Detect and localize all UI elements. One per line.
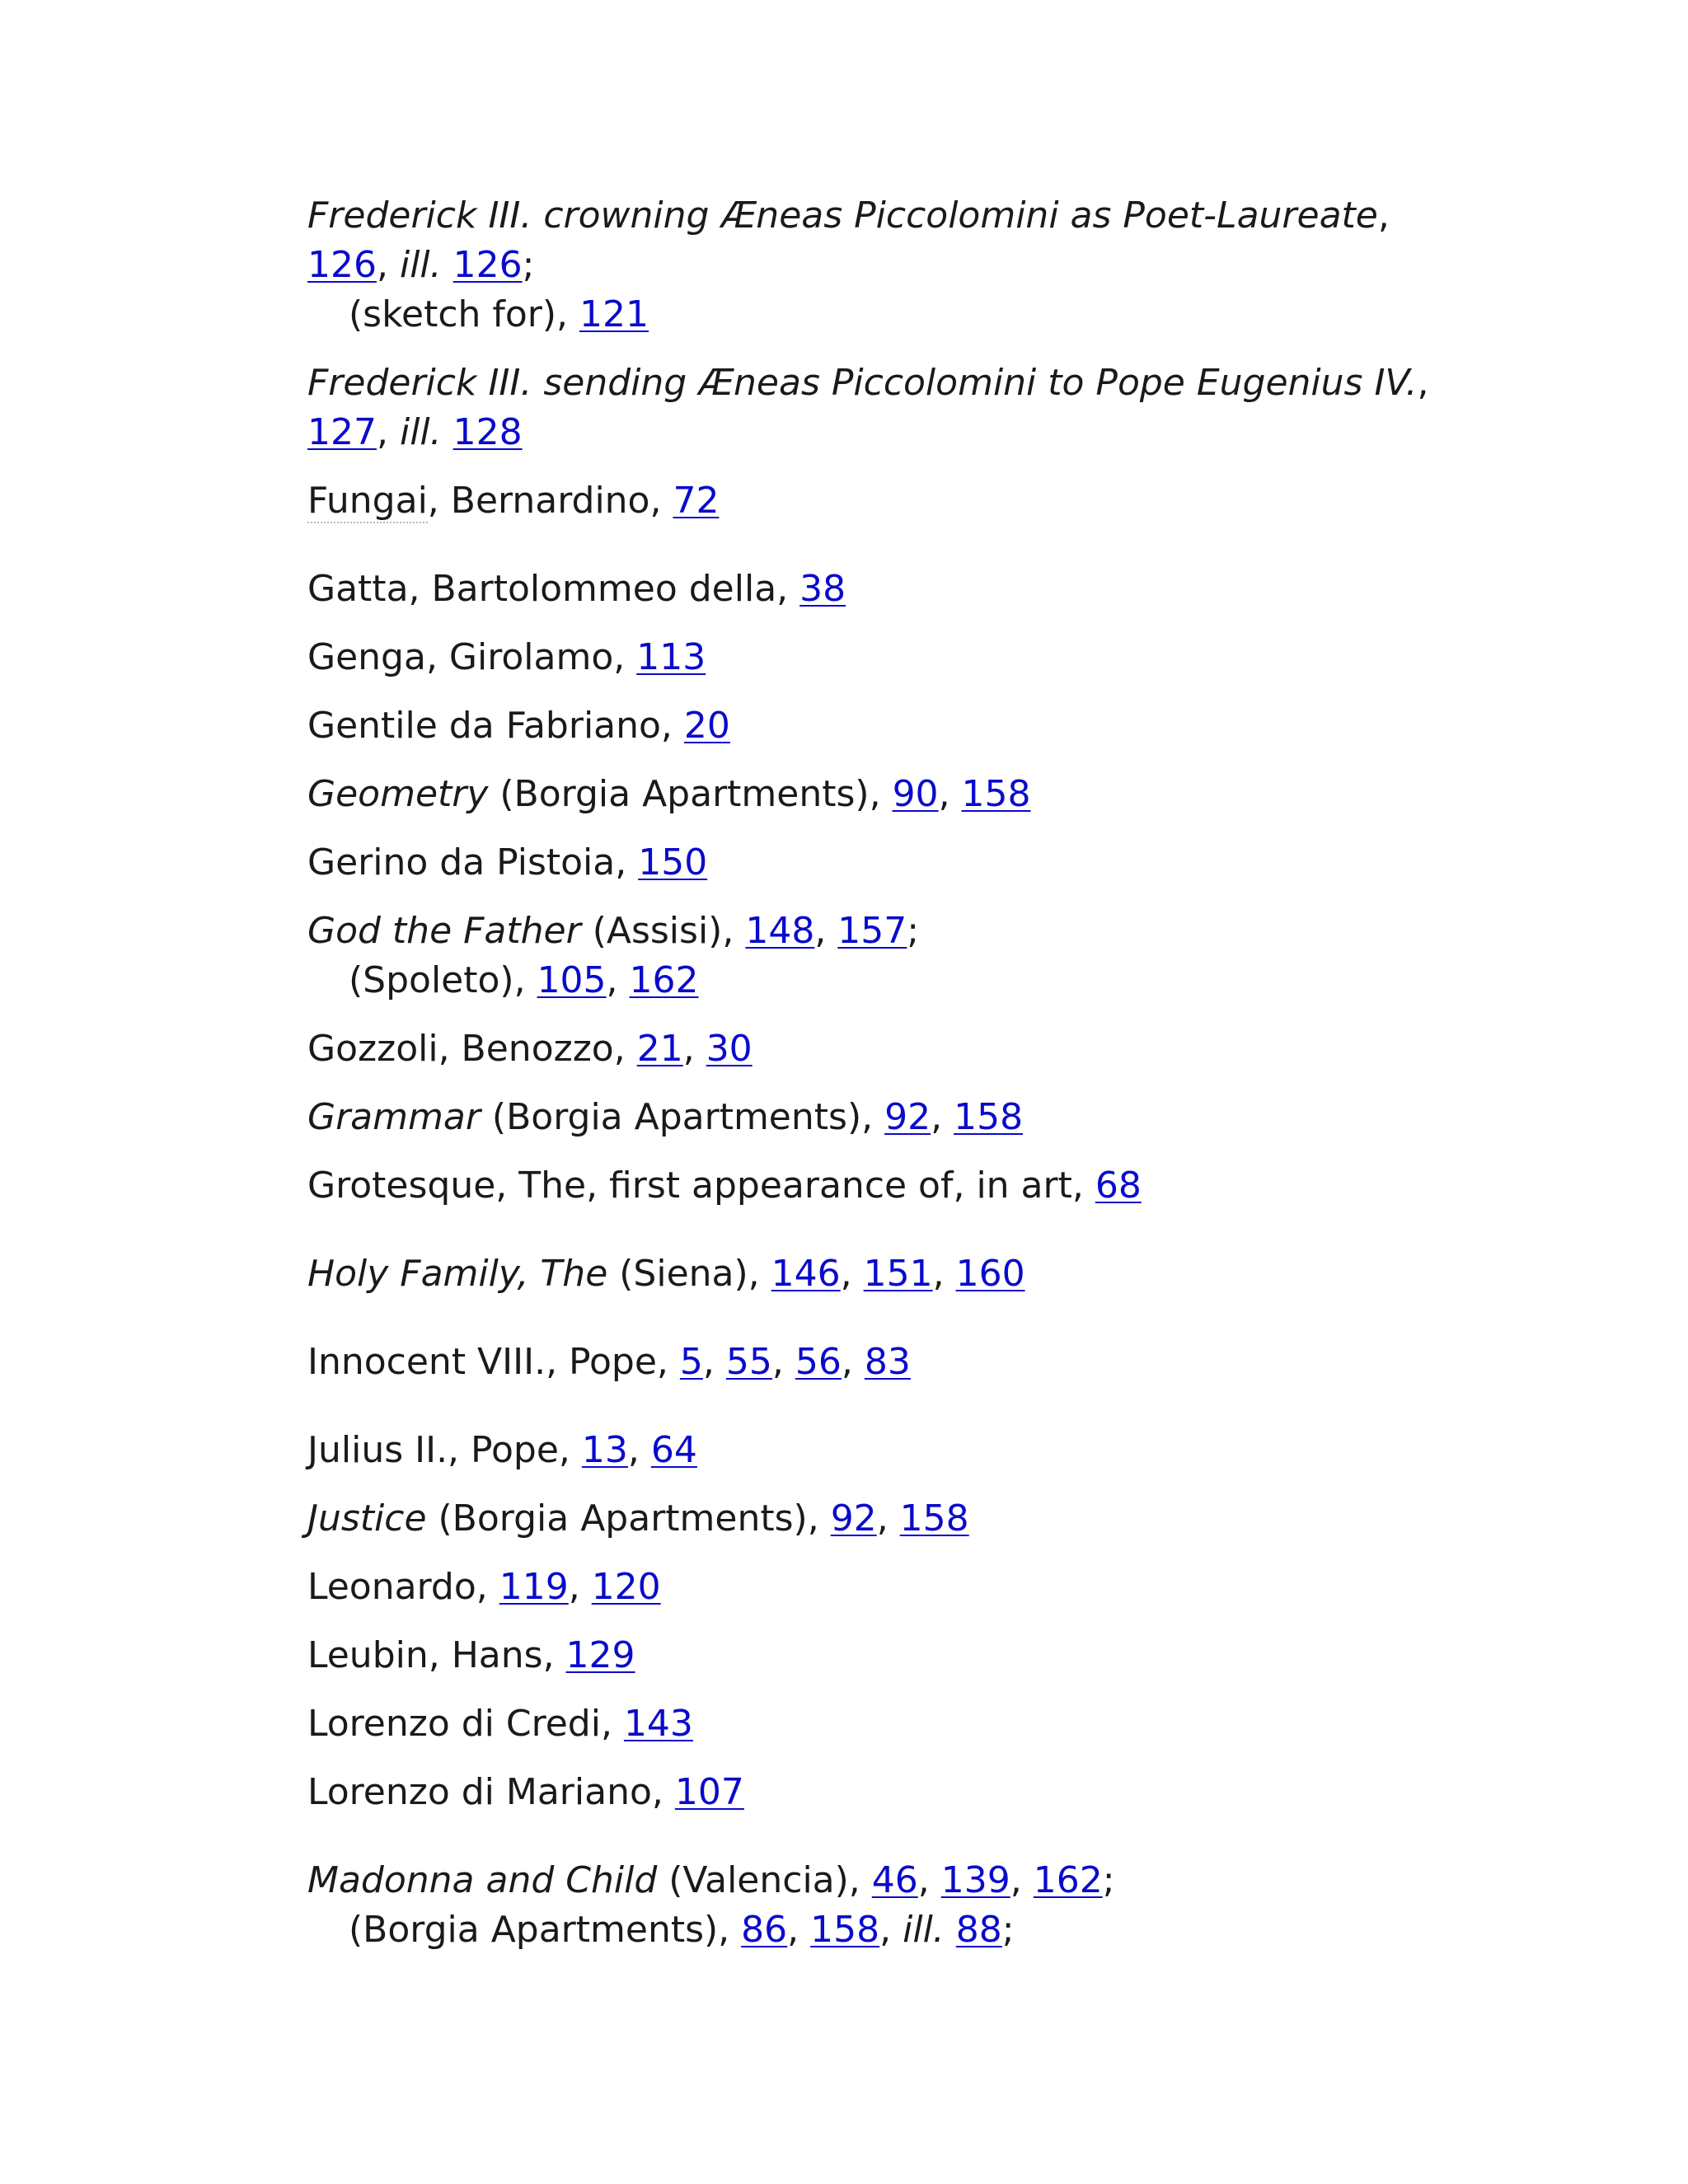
entry-text: , xyxy=(568,1566,592,1608)
entry-text: Innocent VIII., Pope, xyxy=(307,1341,680,1383)
entry-text: , xyxy=(682,1028,706,1070)
entry-text: Leonardo, xyxy=(307,1566,499,1608)
entry-text: , xyxy=(938,773,962,815)
entry-text: , xyxy=(1377,194,1390,237)
entry-text: (Valencia), xyxy=(657,1859,872,1901)
page-reference-link[interactable]: 162 xyxy=(629,959,699,1001)
entry-text: , xyxy=(376,244,400,286)
page-reference-link[interactable]: 158 xyxy=(961,773,1031,815)
index-entry-heading-line xyxy=(307,633,1593,682)
index-entry-list xyxy=(307,191,1593,1955)
entry-text: (Borgia Apartments), xyxy=(488,773,893,815)
entry-text: Leubin, Hans, xyxy=(307,1634,566,1676)
page-reference-link[interactable]: 88 xyxy=(955,1909,1002,1951)
page-reference-link[interactable]: 129 xyxy=(565,1634,635,1676)
page-reference-link[interactable]: 105 xyxy=(537,959,607,1001)
index-entry xyxy=(307,1249,1593,1299)
entry-text xyxy=(945,1909,956,1951)
entry-text: , Bernardino, xyxy=(427,480,673,522)
entry-text: Genga, Girolamo, xyxy=(307,636,637,678)
index-entry-heading-line xyxy=(307,1856,1593,1905)
index-entry xyxy=(307,633,1593,682)
entry-text: (Borgia Apartments), xyxy=(426,1497,831,1540)
page-reference-link[interactable]: 120 xyxy=(591,1566,661,1608)
entry-text: , xyxy=(879,1909,903,1951)
index-entry-subline xyxy=(307,241,1593,290)
page-reference-link[interactable]: 157 xyxy=(837,910,907,952)
entry-text: Grotesque, The, first appearance of, in art, xyxy=(307,1165,1095,1207)
index-entry-heading-line xyxy=(307,359,1593,408)
index-entry xyxy=(307,1024,1593,1074)
index-entry-heading-line xyxy=(307,191,1593,241)
italic-title-text: Grammar xyxy=(307,1096,481,1138)
page-reference-link[interactable]: 64 xyxy=(650,1429,697,1471)
index-entry xyxy=(307,1093,1593,1142)
entry-text: (Borgia Apartments), xyxy=(349,1909,742,1951)
entry-text: ; xyxy=(907,910,920,952)
page-reference-link[interactable]: 13 xyxy=(581,1429,628,1471)
index-entry-subline xyxy=(307,290,1593,340)
italic-title-text: ill. xyxy=(399,244,442,286)
entry-text: , xyxy=(932,1253,956,1295)
index-entry xyxy=(307,1426,1593,1475)
page-reference-link[interactable]: 160 xyxy=(955,1253,1025,1295)
page-reference-link[interactable]: 56 xyxy=(795,1341,842,1383)
index-entry xyxy=(307,1338,1593,1387)
entry-text: , xyxy=(627,1429,651,1471)
entry-text: Gozzoli, Benozzo, xyxy=(307,1028,637,1070)
index-entry-heading-line xyxy=(307,1024,1593,1074)
index-entry-heading-line xyxy=(307,1699,1593,1749)
entry-text: Fungai xyxy=(307,480,428,522)
index-entry xyxy=(307,476,1593,526)
index-entry xyxy=(307,1494,1593,1544)
page-reference-link[interactable]: 38 xyxy=(799,568,846,610)
entry-text: ; xyxy=(1102,1859,1115,1901)
entry-text: , xyxy=(931,1096,954,1138)
page-reference-link[interactable]: 107 xyxy=(674,1771,744,1813)
entry-text: , xyxy=(917,1859,941,1901)
index-entry-heading-line xyxy=(307,770,1593,819)
page-reference-link[interactable]: 126 xyxy=(307,244,377,286)
index-entry-heading-line xyxy=(307,1563,1593,1612)
page-reference-link[interactable]: 86 xyxy=(741,1909,788,1951)
page-reference-link[interactable]: 5 xyxy=(679,1341,703,1383)
page-reference-link[interactable]: 20 xyxy=(683,705,730,747)
index-entry xyxy=(307,1699,1593,1749)
page-reference-link[interactable]: 21 xyxy=(636,1028,683,1070)
entry-text: , xyxy=(1417,362,1429,404)
page-reference-link[interactable]: 146 xyxy=(771,1253,841,1295)
page-reference-link[interactable]: 92 xyxy=(884,1096,931,1138)
entry-text xyxy=(442,411,453,453)
entry-text: ; xyxy=(1001,1909,1015,1951)
entry-text: Gerino da Pistoia, xyxy=(307,841,639,883)
index-entry-heading-line xyxy=(307,1426,1593,1475)
page-reference-link[interactable]: 128 xyxy=(452,411,523,453)
index-entry-heading-line xyxy=(307,1093,1593,1142)
index-entry xyxy=(307,191,1593,340)
index-entry-heading-line xyxy=(307,1249,1593,1299)
index-entry xyxy=(307,838,1593,888)
page-reference-link[interactable]: 55 xyxy=(725,1341,772,1383)
index-entry xyxy=(307,1631,1593,1680)
index-entry-heading-line xyxy=(307,1494,1593,1544)
page-reference-link[interactable]: 121 xyxy=(579,293,649,335)
italic-title-text: Geometry xyxy=(307,773,489,815)
entry-text: , xyxy=(841,1341,865,1383)
entry-text: , xyxy=(606,959,630,1001)
entry-text: Gentile da Fabriano, xyxy=(307,705,684,747)
entry-text: , xyxy=(702,1341,726,1383)
entry-text: Gatta, Bartolommeo della, xyxy=(307,568,800,610)
page-reference-link[interactable]: 68 xyxy=(1095,1165,1142,1207)
page-reference-link[interactable]: 46 xyxy=(871,1859,918,1901)
index-entry-heading-line xyxy=(307,1768,1593,1817)
index-entry xyxy=(307,1768,1593,1817)
index-entry-subline xyxy=(307,408,1593,457)
entry-text: , xyxy=(814,910,838,952)
index-entry-heading-line xyxy=(307,476,1593,526)
italic-title-text: Frederick III. sending Æneas Piccolomini to Pope Eugenius IV. xyxy=(307,362,1418,404)
index-entry-heading-line xyxy=(307,701,1593,751)
index-entry xyxy=(307,565,1593,614)
page-reference-link[interactable]: 83 xyxy=(864,1341,911,1383)
entry-text: (Assisi), xyxy=(580,910,746,952)
page-reference-link[interactable]: 148 xyxy=(745,910,815,952)
index-entry xyxy=(307,359,1593,457)
entry-text: (Siena), xyxy=(607,1253,771,1295)
page-reference-link[interactable]: 162 xyxy=(1033,1859,1103,1901)
entry-text: Julius II., Pope, xyxy=(307,1429,582,1471)
italic-title-text: Frederick III. crowning Æneas Piccolomini as Poet-Laureate xyxy=(307,194,1378,237)
page-reference-link[interactable]: 126 xyxy=(452,244,523,286)
page-reference-link[interactable]: 30 xyxy=(706,1028,753,1070)
page-reference-link[interactable]: 143 xyxy=(623,1703,693,1745)
page-reference-link[interactable]: 127 xyxy=(307,411,377,453)
entry-text: , xyxy=(840,1253,864,1295)
page-reference-link[interactable]: 113 xyxy=(636,636,706,678)
index-entry-subline xyxy=(307,956,1593,1005)
italic-title-text: ill. xyxy=(903,1909,945,1951)
index-entry xyxy=(307,770,1593,819)
index-entry xyxy=(307,1161,1593,1211)
entry-text: Lorenzo di Mariano, xyxy=(307,1771,675,1813)
entry-text: (sketch for), xyxy=(349,293,580,335)
index-entry xyxy=(307,701,1593,751)
entry-text: (Spoleto), xyxy=(349,959,537,1001)
page-reference-link[interactable]: 90 xyxy=(892,773,939,815)
entry-text: , xyxy=(1010,1859,1034,1901)
entry-text: , xyxy=(771,1341,795,1383)
index-entry xyxy=(307,1856,1593,1955)
entry-text xyxy=(442,244,453,286)
entry-text: , xyxy=(876,1497,900,1540)
entry-text: , xyxy=(787,1909,811,1951)
index-entry-heading-line xyxy=(307,1338,1593,1387)
entry-text: (Borgia Apartments), xyxy=(480,1096,885,1138)
italic-title-text: ill. xyxy=(399,411,442,453)
page-reference-link[interactable]: 139 xyxy=(940,1859,1010,1901)
index-entry-subline xyxy=(307,1905,1593,1955)
italic-title-text: Madonna and Child xyxy=(307,1859,658,1901)
index-entry-heading-line xyxy=(307,1161,1593,1211)
index-entry-heading-line xyxy=(307,907,1593,956)
page-reference-link[interactable]: 158 xyxy=(899,1497,969,1540)
italic-title-text: Holy Family, The xyxy=(307,1253,608,1295)
index-entry xyxy=(307,1563,1593,1612)
page-reference-link[interactable]: 92 xyxy=(830,1497,877,1540)
index-page xyxy=(307,191,1593,1974)
page-reference-link[interactable]: 119 xyxy=(499,1566,569,1608)
page-reference-link[interactable]: 150 xyxy=(638,841,708,883)
page-reference-link[interactable]: 72 xyxy=(673,480,720,522)
index-entry-heading-line xyxy=(307,565,1593,614)
page-reference-link[interactable]: 151 xyxy=(863,1253,933,1295)
page-reference-link[interactable]: 158 xyxy=(810,1909,880,1951)
italic-title-text: Justice xyxy=(307,1497,427,1540)
entry-text: , xyxy=(376,411,400,453)
entry-text: ; xyxy=(522,244,535,286)
italic-title-text: God the Father xyxy=(307,910,581,952)
index-entry xyxy=(307,907,1593,1005)
index-entry-heading-line xyxy=(307,838,1593,888)
page-reference-link[interactable]: 158 xyxy=(954,1096,1024,1138)
index-entry-heading-line xyxy=(307,1631,1593,1680)
entry-text: Lorenzo di Credi, xyxy=(307,1703,624,1745)
